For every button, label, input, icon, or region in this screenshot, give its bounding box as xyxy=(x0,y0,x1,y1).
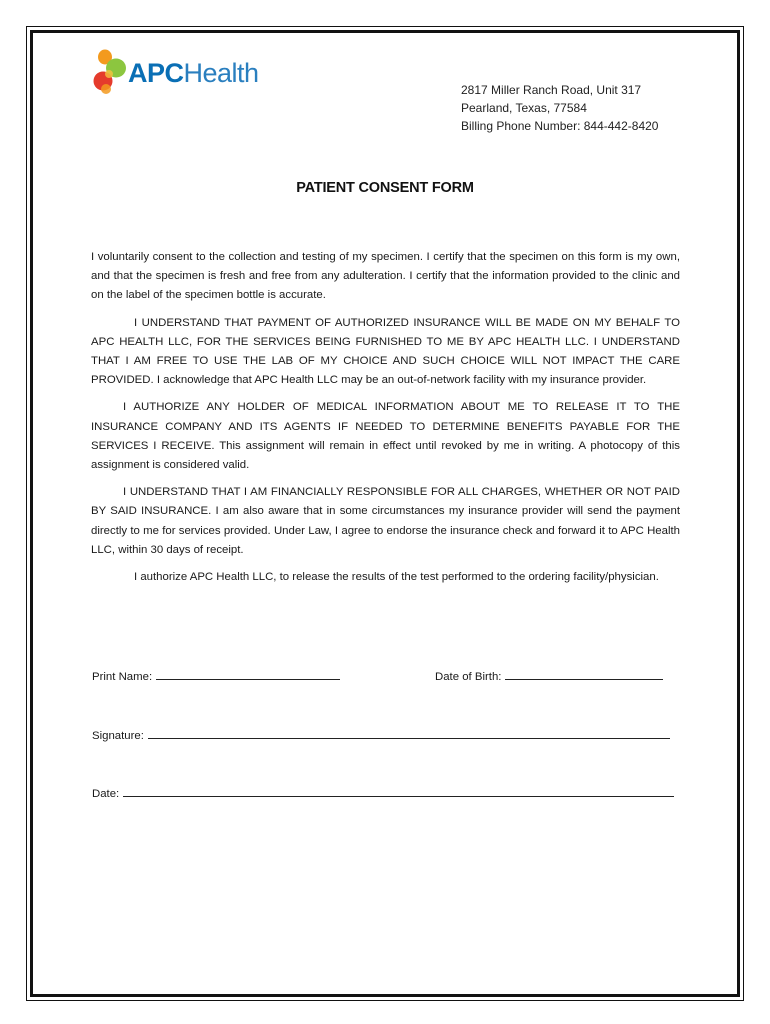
date-of-birth-line[interactable] xyxy=(505,668,663,680)
address-street: 2817 Miller Ranch Road, Unit 317 xyxy=(461,83,642,97)
address-billing-phone: Billing Phone Number: 844-442-8420 xyxy=(461,119,659,133)
signature-label: Signature: xyxy=(92,730,144,742)
print-name-label: Print Name: xyxy=(92,671,153,683)
date-of-birth-label: Date of Birth: xyxy=(435,671,502,683)
consent-paragraph-financial: I UNDERSTAND THAT I AM FINANCIALLY RESPONSIBLE FOR ALL CHARGES, WHETHER OR NOT PAID BY SAID INSURANCE. I am also aware that in some circumstances my insurance provider will send the payment directly to me for services provided. Under Law, I agree to endorse the insurance check and forward it to APC Health LLC, within 30 days of receipt. xyxy=(91,486,680,556)
signature-field[interactable] xyxy=(92,727,670,742)
consent-paragraph-specimen: I voluntarily consent to the collection and testing of my specimen. I certify that the specimen on this form is my own, and that the specimen is fresh and free from any adulteration. I certify that the information provided to the clinic and on the label of the specimen bottle is accurate. xyxy=(91,251,680,302)
consent-paragraph-results: I authorize APC Health LLC, to release the results of the test performed to the ordering facility/physician. xyxy=(134,571,659,584)
address-city: Pearland, Texas, 77584 xyxy=(461,101,587,115)
logo-mark-icon xyxy=(92,46,132,102)
consent-body xyxy=(91,248,680,595)
date-field[interactable] xyxy=(92,785,674,800)
company-address xyxy=(461,81,658,135)
print-name-field[interactable] xyxy=(92,668,340,683)
date-line[interactable] xyxy=(123,785,674,797)
logo-wordmark xyxy=(128,58,259,88)
consent-paragraph-release-info: I AUTHORIZE ANY HOLDER OF MEDICAL INFORMATION ABOUT ME TO RELEASE IT TO THE INSURANCE COMPANY AND ITS AGENTS IF NEEDED TO DETERMINE BENEFITS PAYABLE FOR THE SERVICES I RECEIVE. This assignment will remain in effect until revoked by me in writing. A photocopy of this assignment is considered valid. xyxy=(91,401,680,472)
consent-paragraph-insurance-payment: I UNDERSTAND THAT PAYMENT OF AUTHORIZED INSURANCE WILL BE MADE ON MY BEHALF TO APC HEALTH LLC, FOR THE SERVICES BEING FURNISHED TO ME BY APC HEALTH LLC. I UNDERSTAND THAT I AM FREE TO USE THE LAB OF MY CHOICE AND SUCH CHOICE WILL NOT IMPACT THE CARE PROVIDED. I acknowledge that APC Health LLC may be an out-of-network facility with my insurance provider. xyxy=(91,316,680,387)
apc-health-logo xyxy=(92,46,282,102)
date-of-birth-field[interactable] xyxy=(435,668,663,683)
logo-brand-light: Health xyxy=(183,58,259,88)
logo-brand-bold: APC xyxy=(128,58,184,88)
date-label: Date: xyxy=(92,788,120,800)
signature-line[interactable] xyxy=(148,727,670,739)
document-title: PATIENT CONSENT FORM xyxy=(296,180,474,196)
print-name-line[interactable] xyxy=(156,668,340,680)
